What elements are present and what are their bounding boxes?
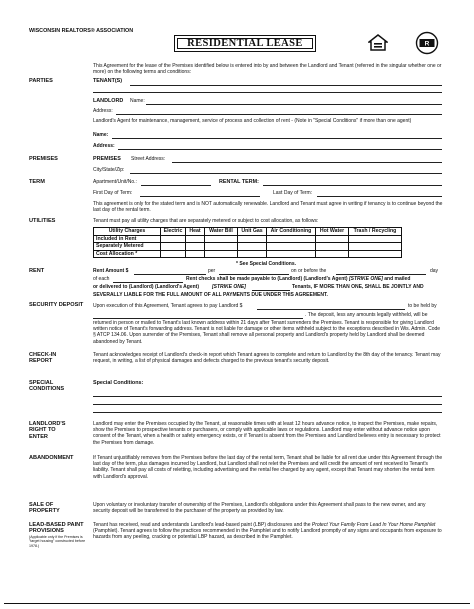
utilities-text: Tenant must pay all utility charges that are separately metered or subject to cost allocation, as follows: (93, 218, 319, 224)
street-line[interactable] (172, 162, 442, 163)
table-row (94, 235, 402, 243)
deposit-withheld-label: . The deposit, less any amounts legally withheld, will be (305, 312, 428, 318)
lead-paint-sub-note: (Applicable only if the Premises is "target housing" constructed before 1978.) (29, 535, 86, 548)
table-header: Heat (186, 228, 205, 236)
landlord-label: LANDLORD (93, 98, 124, 104)
table-cell[interactable] (349, 235, 402, 243)
table-row (94, 243, 402, 251)
table-cell[interactable] (205, 243, 238, 251)
table-cell[interactable] (349, 250, 402, 258)
lead-paint-text (93, 522, 443, 541)
svg-text:R: R (424, 40, 430, 48)
rent-due-label: on or before the (291, 268, 327, 274)
street-label: Street Address: (131, 156, 166, 162)
table-cell[interactable] (267, 250, 316, 258)
agent-text: Landlord's Agent for maintenance, management, service of process and collection of rent - (Note in "Special Conditions" if more than one agent) (93, 118, 412, 124)
table-cell[interactable] (267, 243, 316, 251)
table-cell[interactable] (161, 235, 186, 243)
realtor-r-icon (415, 31, 439, 55)
rent-payable-label: Rent checks shall be made payable to (Landlord) (Landlord's Agent) (186, 276, 348, 282)
term-text: This agreement is only for the stated term and is NOT automatically renewable. Landlord and Tenant must agree in writing if tenancy is to continue beyond the last day of the rental term. (93, 201, 443, 214)
deposit-amount-line[interactable] (257, 309, 405, 310)
section-label-rent: RENT (29, 268, 45, 274)
table-cell[interactable] (238, 243, 267, 251)
first-day-label: First Day of Term: (93, 190, 133, 196)
special-line-2[interactable] (93, 404, 442, 405)
section-label-abandonment: ABANDONMENT (29, 455, 74, 461)
table-cell[interactable] (349, 243, 402, 251)
special-line-1[interactable] (93, 396, 442, 397)
table-cell[interactable] (186, 235, 205, 243)
table-cell[interactable] (316, 243, 349, 251)
agent-address-label: Address: (93, 143, 115, 149)
landlord-address-line[interactable] (116, 114, 442, 115)
table-row-label: Included in Rent (94, 235, 161, 243)
apt-label: Apartment/Unit/No.: (93, 179, 137, 185)
table-header-row (94, 228, 402, 236)
realtor-logo (415, 31, 439, 55)
rent-day-line[interactable] (336, 274, 426, 275)
utilities-note: * See Special Conditions. (236, 261, 297, 267)
checkin-text: Tenant acknowledges receipt of Landlord's check-in report which Tenant agrees to complete and return to Landlord by the 8th day of the tenancy. Tenant may request, in writing, a list of physical damages and defects charged to the previous tenant's security deposit. (93, 352, 441, 365)
table-header: Electric (161, 228, 186, 236)
special-conditions-title: Special Conditions: (93, 380, 144, 386)
form-title: RESIDENTIAL LEASE (174, 35, 316, 52)
table-header: Hot Water (316, 228, 349, 236)
table-row (94, 250, 402, 258)
rent-per-line[interactable] (219, 274, 289, 275)
city-line[interactable] (130, 173, 442, 174)
rental-term-label: RENTAL TERM: (219, 179, 259, 185)
association-name: WISCONSIN REALTORS® ASSOCIATION (29, 28, 134, 34)
table-header: Air Conditioning (267, 228, 316, 236)
deposit-line1-label: Upon execution of this Agreement, Tenant agrees to pay Landlord $ (93, 303, 243, 309)
jointly-liable-text: Tenants, IF MORE THAN ONE, SHALL BE JOINTLY AND (292, 284, 424, 290)
rent-each-line[interactable] (113, 282, 183, 283)
table-cell[interactable] (267, 235, 316, 243)
section-label-right-to-enter: LANDLORD'S RIGHT TO ENTER (29, 421, 66, 440)
table-header: Water Bill (205, 228, 238, 236)
pamphlet-title: Protect Your Family From Lead In Your Home Pamphlet (311, 522, 436, 528)
table-cell[interactable] (316, 235, 349, 243)
section-label-term: TERM (29, 179, 45, 185)
table-header: Utility Charges (94, 228, 161, 236)
severally-liable-text: SEVERALLY LIABLE FOR THE FULL AMOUNT OF ALL PAYMENTS DUE UNDER THIS AGREEMENT. (93, 292, 328, 298)
last-day-line[interactable] (317, 196, 442, 197)
city-label: City/State/Zip: (93, 167, 125, 173)
table-cell[interactable] (161, 243, 186, 251)
strike-one-note-2: [STRIKE ONE] (212, 284, 246, 290)
utilities-table (93, 227, 402, 258)
section-label-sale-of-property: SALE OF PROPERTY (29, 502, 60, 515)
lead-text-part-2: (Pamphlet). Tenant agrees to follow the practices recommended in the Pamphlet and to notify Landlord promptly of any signs and occupants from exposure to hazards from any peeling, cracking or potential LBP hazard, as described in the Pamphlet. (93, 528, 442, 541)
section-label-special-conditions: SPECIAL CONDITIONS (29, 380, 65, 393)
deposit-holder-line[interactable] (93, 318, 303, 319)
premises-label: PREMISES (93, 156, 121, 162)
agent-name-line[interactable] (112, 138, 442, 139)
sale-text: Upon voluntary or involuntary transfer of ownership of the Premises, Landlord's obligations under this Agreement shall pass to the new owner, and any security deposit will be transferred to the purchaser of the property as provided by law. (93, 502, 426, 515)
tenants-line-2[interactable] (93, 92, 442, 93)
table-cell[interactable] (205, 235, 238, 243)
first-day-line[interactable] (140, 196, 260, 197)
table-cell[interactable] (161, 250, 186, 258)
rent-day-label: day (430, 268, 439, 274)
rent-each-label: of each (93, 276, 110, 282)
section-label-lead-paint: LEAD-BASED PAINT PROVISIONS (29, 522, 84, 535)
table-cell[interactable] (316, 250, 349, 258)
lead-text-part-1: Tenant has received, read and understands Landlord's lead-based paint (LBP) disclosures and the (93, 522, 311, 528)
rent-delivered-label: or delivered to (Landlord) (Landlord's Agent) (93, 284, 200, 290)
table-header: Trash / Recycling (349, 228, 402, 236)
section-label-parties: PARTIES (29, 78, 53, 84)
rent-per-label: per (208, 268, 216, 274)
table-cell[interactable] (186, 250, 205, 258)
last-day-label: Last Day of Term: (273, 190, 313, 196)
table-cell[interactable] (238, 235, 267, 243)
intro-text: This Agreement for the lease of the Premises identified below is entered into by and between the Landlord and Tenant (referred in the singular whether one or more) on the following terms and conditions: (93, 63, 442, 76)
equal-housing-logo (368, 33, 388, 53)
strike-one-note: [STRIKE ONE] (348, 276, 383, 282)
special-line-3[interactable] (93, 412, 442, 413)
table-header: Unit Gas (238, 228, 267, 236)
landlord-address-label: Address: (93, 108, 113, 114)
tenants-label: TENANT(S) (93, 78, 123, 84)
agent-name-label: Name: (93, 132, 109, 138)
rent-mailed-label: and mailed (384, 276, 411, 282)
house-icon (368, 33, 388, 53)
table-cell[interactable] (238, 250, 267, 258)
rent-delivered-line[interactable] (252, 290, 290, 291)
table-cell[interactable] (186, 243, 205, 251)
agent-address-line[interactable] (118, 149, 442, 150)
section-label-check-in: CHECK-IN REPORT (29, 352, 57, 365)
rent-amount-label: Rent Amount $ (93, 268, 129, 274)
rent-amount-line[interactable] (134, 274, 206, 275)
deposit-held-label: to be held by (408, 303, 437, 309)
entry-text: Landlord may enter the Premises occupied by the Tenant, at reasonable times with at least 12 hours advance notice, to inspect the Premises, make repairs, show the Premises to prospective tenants or purchasers, or comply with applicable laws or regulations. Landlord may enter without advance notice upon consent of the Tenant, when a health or safety emergency exists, or if Tenant is absent from the Premises and Landlord believes entry is necessary to protect the Premises from damage. (93, 421, 441, 446)
table-cell[interactable] (205, 250, 238, 258)
section-label-utilities: UTILITIES (29, 218, 56, 224)
section-label-premises: PREMISES (29, 156, 58, 162)
landlord-name-label: Name: (130, 98, 145, 104)
apt-line[interactable] (141, 185, 211, 186)
section-label-security-deposit: SECURITY DEPOSIT (29, 302, 84, 308)
table-row-label: Separately Metered (94, 243, 161, 251)
rental-term-line[interactable] (263, 185, 442, 186)
rent-payable-text (186, 276, 410, 282)
page-bottom-rule (4, 603, 470, 604)
table-row-label: Cost Allocation * (94, 250, 161, 258)
abandonment-text: If Tenant unjustifiably removes from the Premises before the last day of the rental term, Tenant shall be liable for all rent due under this Agreement through the last day of the term, plus damages incurred by Landlord, but Landlord shall not relet the Premises and will credit the amount of rent received to Tenant's liability. Tenant shall pay all costs of reletting, including advertising and the rental fee charged by any agent, except that Tenant may shorten the rental term with Landlord's approval. (93, 455, 443, 480)
landlord-name-line[interactable] (146, 104, 442, 105)
deposit-text: returned in person or mailed to Tenant's last known address within 21 days after Tenant surrenders the Premises. Tenant is responsible for giving Landlord written notice of Tenant's forwarding address. Tenant is not liable for damage or other items withheld subject to the exceptions described in Wis. Admin. Code § ATCP 134.06. Upon surrender of the Premises, Tenant shall remove all personal property and Landlord's property held by Landlord shall be deemed abandoned by Tenant. (93, 320, 441, 345)
tenants-line-1[interactable] (130, 85, 442, 86)
